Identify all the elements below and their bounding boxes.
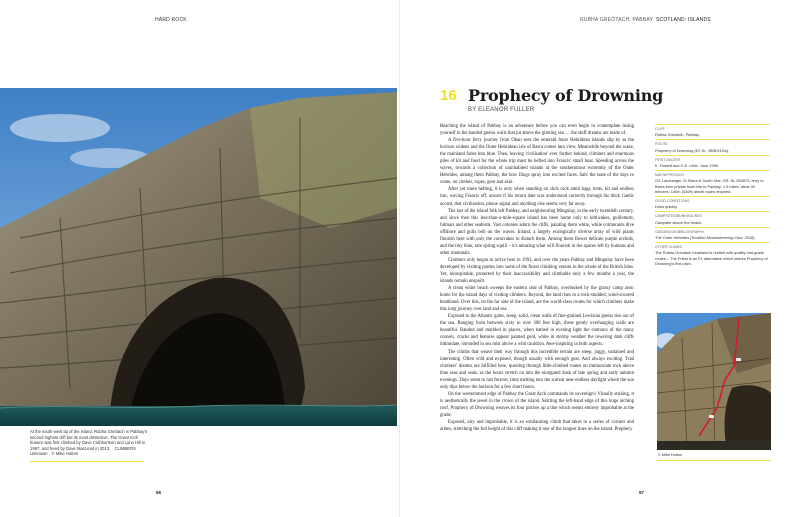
info-map-approach bbox=[655, 170, 770, 196]
article-title: Prophecy of Drowning bbox=[468, 86, 664, 105]
info-label: GOOD CONDITIONS bbox=[655, 199, 690, 204]
info-label: GUIDEBOOK/BIBLIOGRAPHY bbox=[655, 229, 705, 234]
caption-text: At the south-west tip of the island, Rubha Greòtach is Pabbay's second highest cliff but its most distinctive. The Great Arch feature was first climbed by Dave Cuthbertson and Lynn Hill in 1997, and freed by Dave MacLeod in 2013. bbox=[30, 429, 148, 451]
info-label: FIRST ASCENT bbox=[655, 157, 681, 162]
page-number-right: 57 bbox=[639, 490, 645, 495]
cliff-photo-great-arch bbox=[0, 88, 397, 426]
caption-credit: © Mike Hutton bbox=[51, 451, 79, 457]
info-route bbox=[655, 139, 770, 154]
article-byline: BY ELEANOR FULLER bbox=[468, 107, 535, 113]
paragraph: A five-hour ferry journey from Oban sees the emerald Inner Hebridean islands slip by as the horizon widens and the Outer Hebridean isle of Barra comes into view. Meanwhile beyond the wake, the mainland fades into blue. Then, leaving 'civilisation' ever further behind, climbers and enormous piles of kit and food for the whole trip must be hefted into Francis' small boat. Speeding across the waves, towards a collection of uninhabited islands at the southernmost extremity of the Outer Hebrides, among them Pabbay, the bow flings spray into excited faces. Salt: the taste of the days to come, on clothes, ropes, gear and skin. bbox=[440, 138, 634, 186]
article-body bbox=[440, 123, 634, 433]
info-label: CAMPSITES/BUNKHOUSES bbox=[655, 214, 702, 219]
info-value: Campsite above the beach. bbox=[655, 219, 703, 225]
info-label: CLIFF bbox=[655, 127, 665, 131]
caption-divider bbox=[30, 461, 144, 462]
topo-photo-credit: © Mike Hutton bbox=[658, 453, 683, 457]
info-good-conditions bbox=[655, 196, 770, 211]
route-number: 16 bbox=[440, 87, 457, 104]
paragraph: Exposed, airy and improbable, it is an exhilarating climb that takes in a series of corners and arêtes, stretching the full height of this cliff making it one of the longest lines on the island. Prophecy bbox=[440, 419, 634, 433]
info-value: The Outer Hebrides (Scottish Mountaineering Club, 2018). bbox=[655, 235, 756, 241]
page-number-left: 56 bbox=[156, 490, 162, 495]
info-value: K. Howett and G.E. Little, June 1996. bbox=[655, 163, 720, 169]
info-value: Rubha Greòtach, Pabbay. bbox=[655, 132, 700, 138]
info-value: Prophecy of Drowning (E2 5c, 380ft/115m). bbox=[655, 147, 730, 153]
paragraph: On the westernmost edge of Pabbay the Great Arch commands its sovereign's Visually striking, it is aesthetically the jewel in the crown of the island. Skirting the left-hand edge of this huge arching roof, Prophecy of Drowning weaves its four pitches up a line which seems entirely improbable at the grade. bbox=[440, 391, 634, 418]
info-guidebook bbox=[655, 227, 770, 242]
route-topo-photo bbox=[657, 313, 771, 450]
caption-climbers-label: CLIMBERS bbox=[114, 445, 136, 451]
paragraph: After yet more hefting, it is only when standing on slick rock amid bags, tents, kit and endless tins, waving Francis off, unsure if his return date was understood correctly through his thick Gaelic accent, that civilisation, phone signal and anything else seems very far away. bbox=[440, 187, 634, 207]
paragraph: Exposed to the Atlantic gales, steep, solid, clean walls of fine-grained Lewisian gneiss rise out of the sea. Ranging from between sixty to over 300 feet high, these gently overhanging walls are beautiful. Banded and marbled in places, when bathed in evening light the contours of the many corners, cracks and features appear painted gold, while in stormy weather the towering dark cliffs intimidate, shrouded in sea mist above a wild cauldron. Awe-inspiring in both aspects. bbox=[440, 314, 634, 348]
running-header-section: HARD ROCK bbox=[155, 17, 187, 23]
route-info-panel bbox=[655, 124, 770, 268]
paragraph: The climbs that weave their way through this incredible terrain are steep, juggy, sustained and interesting. Often wild and exposed, though usually with enough gear. And always exciting. Trad climbers' dreams are fulfilled here, questing through little-climbed routes on immaculate rock above blue seas and seals, as the hours stretch on into the elongated dusk of late spring and early autumn evenings. Days seem to last forever, time melting into the surreal near-endless daylight where the sun only dips below the horizon for a few short hours. bbox=[440, 349, 634, 390]
info-label: MAP/APPROACH bbox=[655, 173, 684, 178]
info-campsites bbox=[655, 211, 770, 226]
running-header-region: SCOTLAND: ISLANDS bbox=[656, 17, 711, 23]
info-value: Dries quickly. bbox=[655, 204, 678, 210]
topo-divider bbox=[657, 460, 771, 461]
info-other-climbs bbox=[655, 242, 770, 268]
info-value: The Rubha Greòtach headland is riddled with quality mid-grade routes – The Priest is an E1 alternative which shares Prophecy of Drowning's first pitch. bbox=[655, 250, 768, 266]
paragraph: Climbers only began to arrive here in 1993, and over the years Pabbay and Mingulay have been developed by visiting parties into some of the finest climbing venues in the whole of the British Isles. Yet, inhospitable, protected by their inaccessibility and climbable only a few months a year, the islands remain unspoilt. bbox=[440, 257, 634, 285]
paragraph: Reaching the island of Pabbay is an adventure before you can even begin to contemplate losing yourself in the banded gneiss walls that jut above the glinting sea … the stuff dreams are made of. bbox=[440, 124, 634, 137]
paragraph: A clean white beach sweeps the eastern side of Pabbay, overlooked by the grassy camp area: home for the island days of visiting climbers. Beyond, the land rises to a rock-studded, wind-scoured heathland. Over this, on the far side of the island, are the world-class routes for which climbers make this long journey over land and sea. bbox=[440, 286, 634, 313]
photo-caption bbox=[30, 429, 148, 457]
info-label: OTHER CLIMBS bbox=[655, 245, 682, 250]
caption-climbers: Unknown bbox=[30, 451, 48, 457]
info-value: OS Landranger 31 Barra & South Uist; GR: NL 592873; ferry to Barra then private boat hire to Pabbay: 1.5 miles, allow 30 minutes; 100m (330ft) abseil ropes required. bbox=[655, 178, 764, 194]
paragraph: The last of the island folk left Pabbay, and neighbouring Mingulay, in the early twentieth century, and since then this less-than-a-mile-square island has been home only to kittiwakes, guillemots, fulmars and other seabirds. Vast colonies adorn the cliffs, painting them white, while cormorants dive offshore and gulls bob on the waves. Inland, a largely ecologically diverse array of wild plants flourish here with only the corncrakes to disturb them. Among them flower delicate purple orchids, and the tiny blue, rare spring squill – it's amazing what will flourish in the spaces left by humans and other mammals. bbox=[440, 208, 634, 256]
info-cliff bbox=[655, 124, 770, 139]
info-first-ascent bbox=[655, 155, 770, 170]
running-header-crag: RUBHA GREÒTACH, PABBAY bbox=[580, 17, 654, 23]
info-label: ROUTE bbox=[655, 142, 668, 147]
